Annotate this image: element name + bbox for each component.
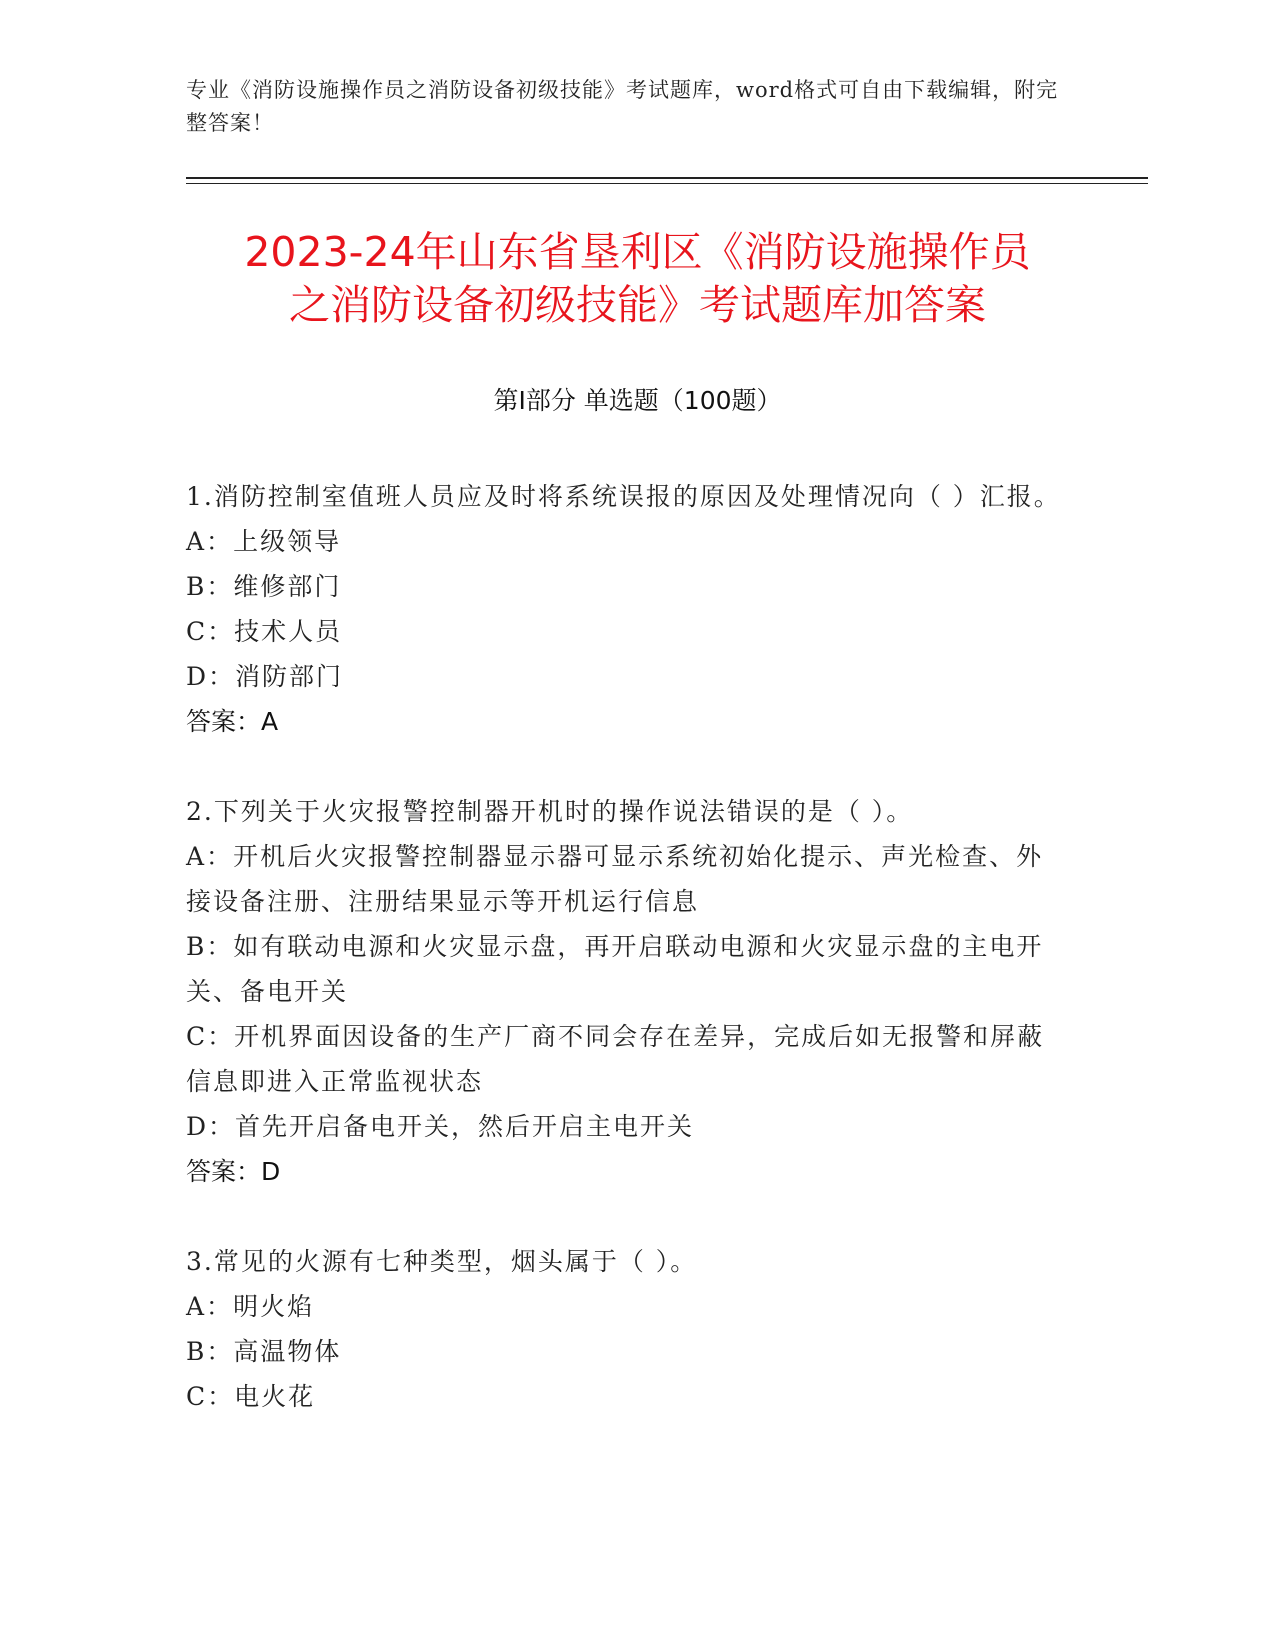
option-key: A： bbox=[186, 527, 234, 556]
question-list bbox=[186, 474, 1066, 1464]
option-text: 消防部门 bbox=[235, 662, 344, 691]
option-text: 维修部门 bbox=[233, 572, 342, 601]
option-key: A： bbox=[186, 1292, 234, 1321]
option-key: B： bbox=[186, 1337, 234, 1366]
question-3 bbox=[186, 1239, 1066, 1419]
option-c bbox=[186, 609, 1066, 654]
option-b bbox=[186, 924, 1066, 1014]
answer-line: 答案：D bbox=[186, 1157, 281, 1186]
option-c bbox=[186, 1374, 1066, 1419]
question-stem: 1.消防控制室值班人员应及时将系统误报的原因及处理情况向（ ）汇报。 bbox=[186, 482, 1061, 511]
header-note: 专业《消防设施操作员之消防设备初级技能》考试题库，word格式可自由下载编辑，附完整答案！ bbox=[186, 78, 1059, 135]
option-key: C： bbox=[186, 617, 235, 646]
option-key: C： bbox=[186, 1382, 235, 1411]
option-key: D： bbox=[186, 662, 236, 691]
question-2 bbox=[186, 789, 1066, 1194]
document-title bbox=[120, 226, 1155, 332]
header-divider-thin bbox=[186, 183, 1148, 184]
option-text: 上级领导 bbox=[233, 527, 342, 556]
question-stem: 3.常见的火源有七种类型，烟头属于（ ）。 bbox=[186, 1247, 698, 1276]
section-heading: 第Ⅰ部分 单选题（100题） bbox=[493, 386, 782, 415]
option-a bbox=[186, 834, 1066, 924]
document-title-line-1: 2023-24年山东省垦利区《消防设施操作员 bbox=[244, 228, 1031, 276]
option-text: 电火花 bbox=[234, 1382, 316, 1411]
option-key: C： bbox=[186, 1022, 235, 1051]
option-text: 明火焰 bbox=[233, 1292, 315, 1321]
answer-line: 答案：A bbox=[186, 707, 279, 736]
option-key: B： bbox=[186, 932, 234, 961]
header-divider-thick bbox=[186, 177, 1148, 179]
option-text: 开机后火灾报警控制器显示器可显示系统初始化提示、声光检查、外接设备注册、注册结果显示等开机运行信息 bbox=[186, 842, 1044, 916]
option-key: D： bbox=[186, 1112, 236, 1141]
option-text: 技术人员 bbox=[234, 617, 343, 646]
option-a bbox=[186, 1284, 1066, 1329]
option-d bbox=[186, 1104, 1066, 1149]
option-text: 首先开启备电开关，然后开启主电开关 bbox=[235, 1112, 695, 1141]
option-d bbox=[186, 654, 1066, 699]
option-key: A： bbox=[186, 842, 234, 871]
option-text: 高温物体 bbox=[233, 1337, 342, 1366]
option-c bbox=[186, 1014, 1066, 1104]
option-b bbox=[186, 1329, 1066, 1374]
question-stem: 2.下列关于火灾报警控制器开机时的操作说法错误的是（ ）。 bbox=[186, 797, 914, 826]
option-text: 开机界面因设备的生产厂商不同会存在差异，完成后如无报警和屏蔽信息即进入正常监视状态 bbox=[186, 1022, 1045, 1096]
option-text: 如有联动电源和火灾显示盘，再开启联动电源和火灾显示盘的主电开关、备电开关 bbox=[186, 932, 1044, 1006]
option-a bbox=[186, 519, 1066, 564]
question-1 bbox=[186, 474, 1066, 744]
document-title-line-2: 之消防设备初级技能》考试题库加答案 bbox=[289, 281, 986, 329]
option-key: B： bbox=[186, 572, 234, 601]
option-b bbox=[186, 564, 1066, 609]
